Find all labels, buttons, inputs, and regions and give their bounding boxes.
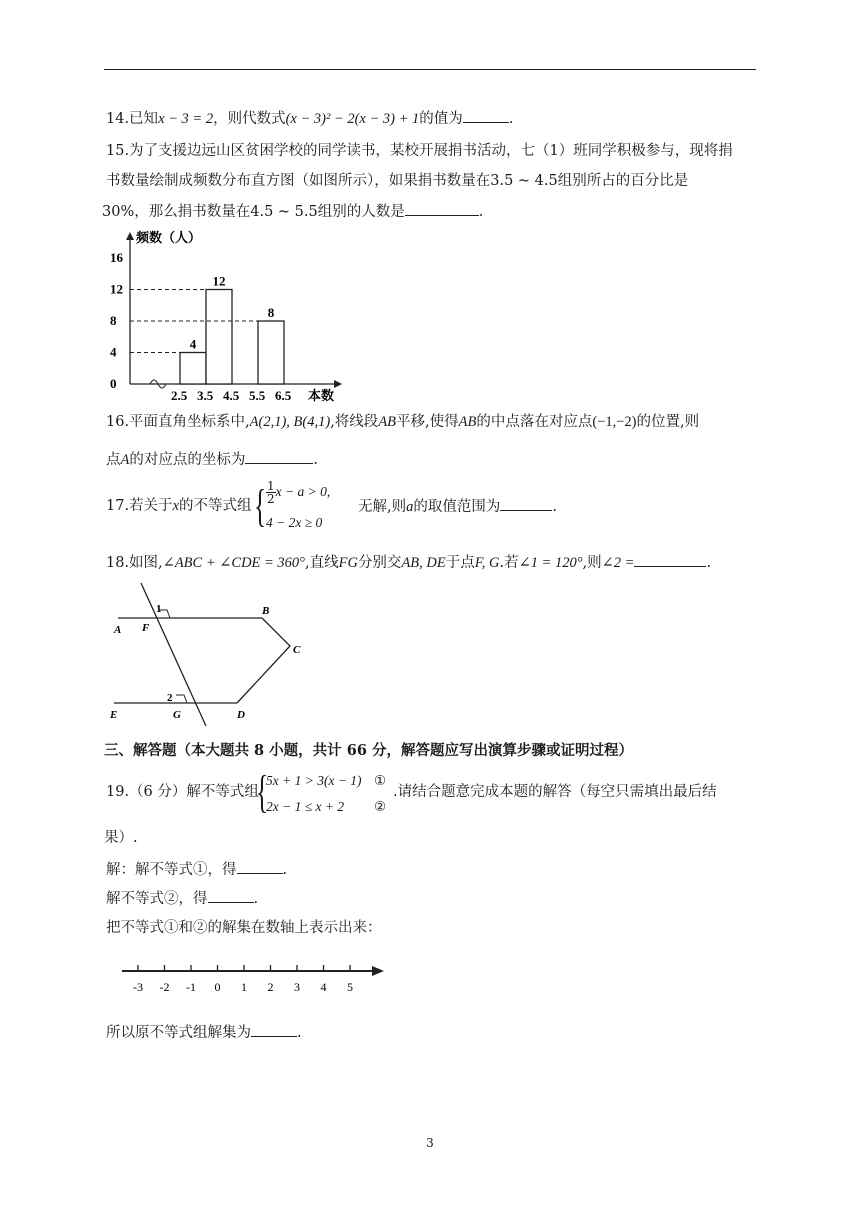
label-d: D [237,709,245,721]
label-g: G [173,709,181,721]
answer-blank-19-3[interactable] [251,1022,297,1037]
inequality-19-2: 2x − 1 ≤ x + 2 [266,799,345,814]
label-f: F [142,622,150,634]
number-line-label: -1 [186,980,196,994]
number-line-label: 4 [320,980,327,994]
number-line-label: 3 [294,980,300,994]
y-tick-label: 16 [110,250,123,265]
inequality-17-1: $\frac{1}{2}$ x − a > 0, [267,479,331,506]
section-3-title: 三、解答题（本大题共 8 小题，共计 66 分，解答题应写出演算步骤或证明过程） [104,742,633,759]
number-line-label: 1 [241,980,247,994]
label-a: A [114,624,122,636]
histogram-bar [180,353,206,385]
question-17-end: 无解,则a的取值范围为 . [358,496,557,517]
y-tick-label: 12 [110,281,123,297]
line-fg [141,583,206,726]
mark-2: ② [374,799,387,815]
page-number: 3 [426,1136,434,1150]
geometry-figure-18 [104,578,334,728]
label-1: 1 [156,603,162,615]
bar-value-label: 4 [189,336,197,352]
histogram-bar [258,321,284,384]
inequality-19-1: 5x + 1 > 3(x − 1) [266,773,362,788]
number-line-label: 2 [267,980,274,994]
number-line-instruction: 把不等式①和②的解集在数轴上表示出来： [106,920,382,936]
number-line [118,962,388,996]
question-15-line-1: 15.为了支援边远山区贫困学校的同学读书，某校开展捐书活动，七（1）班同学积极参与，现将捐 [106,143,733,159]
y-axis-arrow [126,232,134,240]
number-line-label: -2 [159,980,170,994]
brace-19: { [256,766,269,817]
question-15-line-3: 30%，那么捐书数量在4.5 ~ 5.5组别的人数是 . [102,201,483,222]
question-16-line-1: 16.平面直角坐标系中,A(2,1), B(4,1),将线段AB平移,使得AB的中点落在对应点(−1,−2)的位置,则 [106,414,700,430]
x-tick-label: 3.5 [197,388,214,403]
solve-step-2: 解不等式②，得 . [106,888,258,909]
question-19-final: 所以原不等式组解集为 . [106,1022,302,1043]
answer-blank-16[interactable] [245,449,313,464]
label-c: C [293,644,301,656]
answer-blank-18[interactable] [634,552,706,567]
answer-blank-14[interactable] [463,108,509,123]
histogram-bar [206,290,232,385]
y-tick-label: 0 [110,376,117,391]
answer-blank-19-2[interactable] [208,888,254,903]
x-tick-label: 6.5 [275,388,292,403]
angle-2-mark [176,695,187,703]
question-15-line-2: 书数量绘制成频数分布直方图（如图所示），如果捐书数量在3.5 ~ 4.5组别所占的百分比是 [106,173,689,189]
solve-step-1: 解：解不等式①，得 . [106,859,287,880]
header-rule [104,69,756,70]
y-tick-label: 8 [110,313,117,328]
question-19-line-2: 果）. [104,830,138,846]
question-18: 18.如图,∠ABC + ∠CDE = 360°,直线FG分别交AB, DE于点F, G.若∠1 = 120°,则∠2 = . [106,552,711,573]
question-17-text: 17.若关于x的不等式组 [106,498,252,514]
number-line-label: -3 [133,980,143,994]
x-tick-label: 4.5 [223,388,240,403]
number-line-arrow [372,966,384,976]
question-16-line-2: 点A的对应点的坐标为 . [106,449,318,470]
question-19-after: .请结合题意完成本题的解答（每空只需填出最后结 [393,784,717,800]
inequality-17-2: 4 − 2x ≥ 0 [266,515,323,530]
x-tick-label: 2.5 [171,388,188,403]
y-tick-label: 4 [110,344,117,360]
question-19-prefix: 19.（6 分）解不等式组 [106,784,259,800]
brace-17: { [254,480,267,531]
x-axis-arrow [334,380,342,388]
number-line-label: 0 [214,980,221,994]
histogram-chart [108,226,358,406]
x-tick-label: 5.5 [249,388,266,403]
label-b: B [262,605,270,617]
x-axis-label: 本数 [308,388,335,403]
question-14: 14.已知x − 3 = 2，则代数式(x − 3)² − 2(x − 3) + 1的值为 . [106,108,513,129]
polyline-bcd [237,618,290,703]
answer-blank-19-1[interactable] [237,859,283,874]
number-line-label: 5 [347,980,353,994]
y-axis-label: 频数（人） [136,230,202,245]
label-2: 2 [167,692,173,704]
bar-value-label: 8 [267,305,275,320]
bar-value-label: 12 [212,273,226,289]
answer-blank-15[interactable] [405,201,479,216]
answer-blank-17[interactable] [500,496,552,511]
label-e: E [110,709,118,721]
mark-1: ① [374,773,387,789]
